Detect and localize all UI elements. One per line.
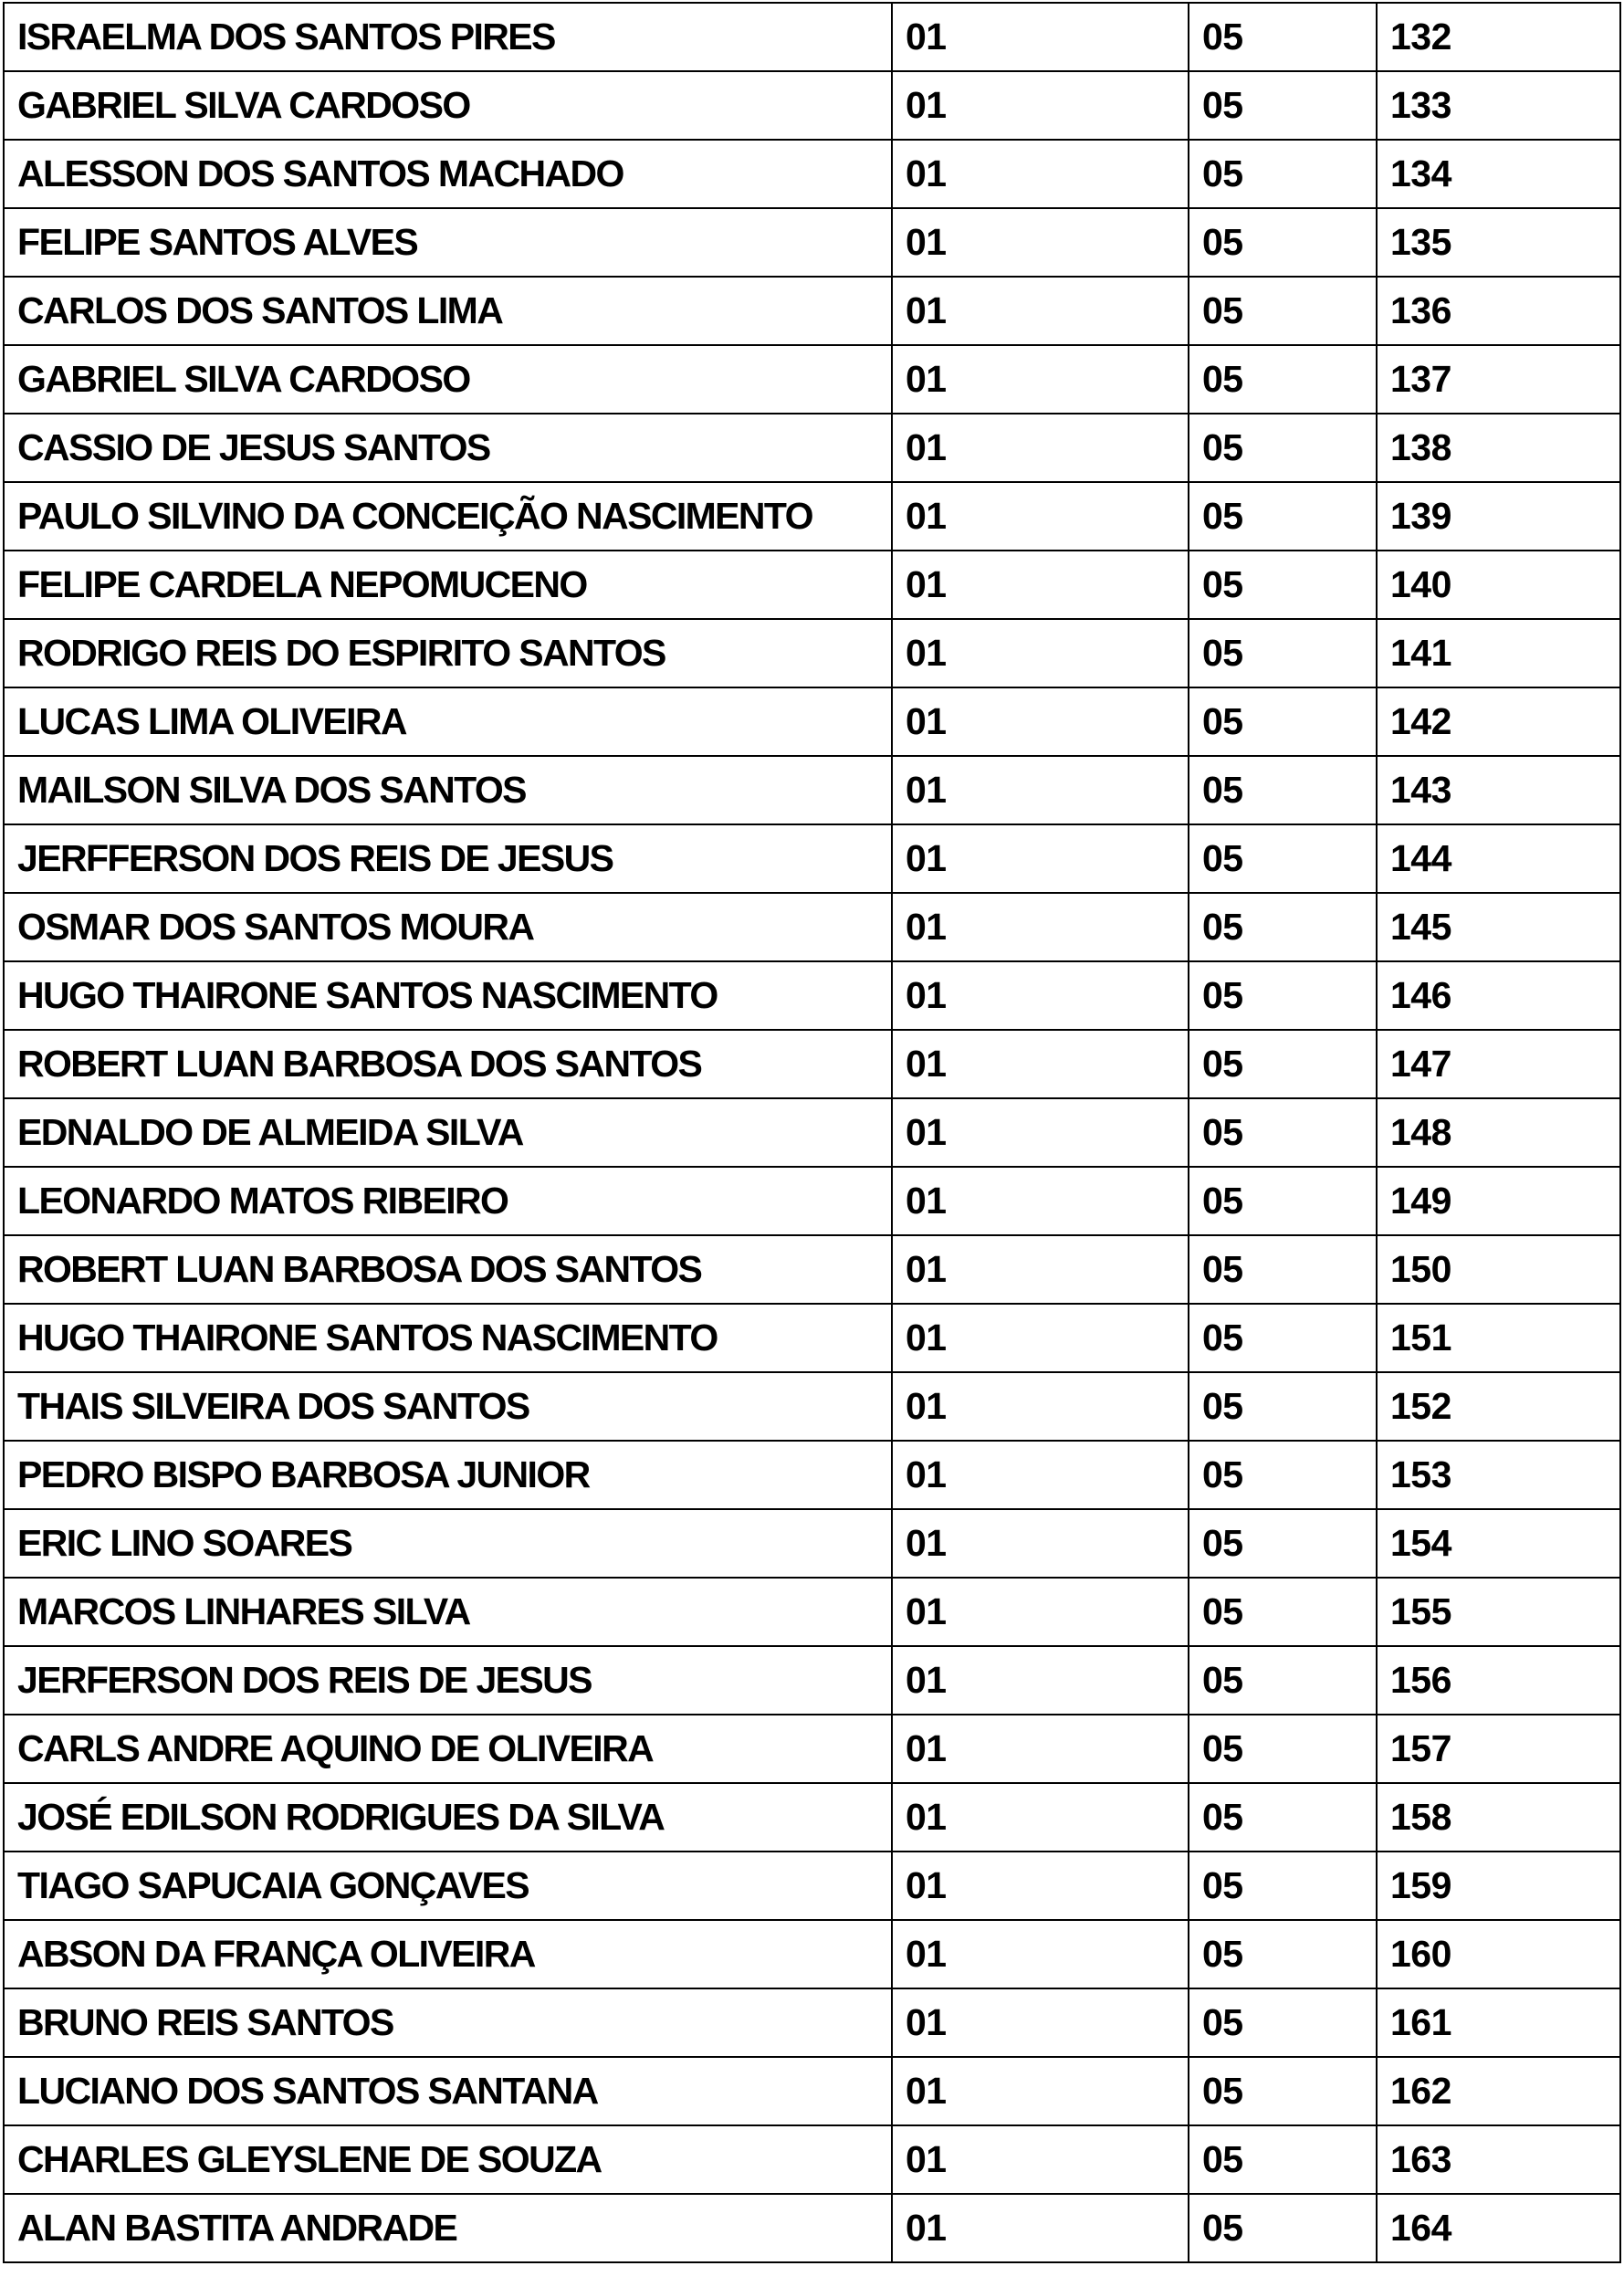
name-cell: JERFERSON DOS REIS DE JESUS [4,1646,892,1715]
column-3-cell: 05 [1189,2125,1377,2194]
name-cell: LUCAS LIMA OLIVEIRA [4,687,892,756]
column-4-cell: 150 [1377,1235,1620,1304]
column-2-cell: 01 [892,140,1189,208]
column-2-cell: 01 [892,756,1189,824]
column-4-cell: 143 [1377,756,1620,824]
name-cell: ISRAELMA DOS SANTOS PIRES [4,3,892,71]
column-3-cell: 05 [1189,1988,1377,2057]
name-cell: PAULO SILVINO DA CONCEIÇÃO NASCIMENTO [4,482,892,551]
column-2-cell: 01 [892,2194,1189,2262]
table-row [4,1098,1620,1167]
table-row [4,208,1620,277]
column-3-cell: 05 [1189,1030,1377,1098]
table-row [4,2194,1620,2262]
column-4-cell: 164 [1377,2194,1620,2262]
name-cell: FELIPE CARDELA NEPOMUCENO [4,551,892,619]
column-3-cell: 05 [1189,1920,1377,1988]
column-4-cell: 139 [1377,482,1620,551]
column-4-cell: 157 [1377,1715,1620,1783]
name-cell: MAILSON SILVA DOS SANTOS [4,756,892,824]
table-row [4,1988,1620,2057]
column-2-cell: 01 [892,1715,1189,1783]
name-cell: BRUNO REIS SANTOS [4,1988,892,2057]
table-row [4,1030,1620,1098]
column-4-cell: 155 [1377,1578,1620,1646]
column-2-cell: 01 [892,1304,1189,1372]
column-4-cell: 163 [1377,2125,1620,2194]
table-row [4,277,1620,345]
column-2-cell: 01 [892,1988,1189,2057]
name-cell: ROBERT LUAN BARBOSA DOS SANTOS [4,1030,892,1098]
column-2-cell: 01 [892,1441,1189,1509]
name-cell: MARCOS LINHARES SILVA [4,1578,892,1646]
column-3-cell: 05 [1189,2057,1377,2125]
name-cell: RODRIGO REIS DO ESPIRITO SANTOS [4,619,892,687]
column-3-cell: 05 [1189,824,1377,893]
name-cell: EDNALDO DE ALMEIDA SILVA [4,1098,892,1167]
column-3-cell: 05 [1189,1783,1377,1852]
table-row [4,1167,1620,1235]
column-2-cell: 01 [892,1167,1189,1235]
column-3-cell: 05 [1189,1578,1377,1646]
column-2-cell: 01 [892,619,1189,687]
column-4-cell: 153 [1377,1441,1620,1509]
column-3-cell: 05 [1189,1441,1377,1509]
name-cell: JOSÉ EDILSON RODRIGUES DA SILVA [4,1783,892,1852]
table-row [4,824,1620,893]
name-cell: OSMAR DOS SANTOS MOURA [4,893,892,961]
column-3-cell: 05 [1189,414,1377,482]
column-2-cell: 01 [892,551,1189,619]
table-row [4,2125,1620,2194]
column-2-cell: 01 [892,1372,1189,1441]
column-2-cell: 01 [892,893,1189,961]
column-4-cell: 147 [1377,1030,1620,1098]
column-4-cell: 141 [1377,619,1620,687]
column-2-cell: 01 [892,1646,1189,1715]
column-2-cell: 01 [892,1509,1189,1578]
column-3-cell: 05 [1189,1715,1377,1783]
column-3-cell: 05 [1189,1509,1377,1578]
column-4-cell: 156 [1377,1646,1620,1715]
roster-table [3,2,1621,2263]
column-4-cell: 135 [1377,208,1620,277]
column-4-cell: 162 [1377,2057,1620,2125]
column-2-cell: 01 [892,482,1189,551]
column-4-cell: 152 [1377,1372,1620,1441]
table-row [4,961,1620,1030]
column-2-cell: 01 [892,1235,1189,1304]
table-row [4,1920,1620,1988]
name-cell: ABSON DA FRANÇA OLIVEIRA [4,1920,892,1988]
column-2-cell: 01 [892,3,1189,71]
table-row [4,893,1620,961]
column-2-cell: 01 [892,345,1189,414]
column-3-cell: 05 [1189,1098,1377,1167]
table-row [4,482,1620,551]
name-cell: CHARLES GLEYSLENE DE SOUZA [4,2125,892,2194]
column-2-cell: 01 [892,277,1189,345]
roster-table-body [4,3,1620,2262]
table-row [4,1783,1620,1852]
table-row [4,1715,1620,1783]
name-cell: CARLOS DOS SANTOS LIMA [4,277,892,345]
name-cell: ALESSON DOS SANTOS MACHADO [4,140,892,208]
column-3-cell: 05 [1189,482,1377,551]
column-3-cell: 05 [1189,2194,1377,2262]
column-2-cell: 01 [892,71,1189,140]
column-3-cell: 05 [1189,277,1377,345]
name-cell: GABRIEL SILVA CARDOSO [4,71,892,140]
column-2-cell: 01 [892,961,1189,1030]
column-2-cell: 01 [892,2057,1189,2125]
column-4-cell: 134 [1377,140,1620,208]
table-row [4,414,1620,482]
table-row [4,687,1620,756]
column-2-cell: 01 [892,2125,1189,2194]
column-2-cell: 01 [892,824,1189,893]
table-row [4,2057,1620,2125]
column-4-cell: 145 [1377,893,1620,961]
column-3-cell: 05 [1189,1235,1377,1304]
column-4-cell: 148 [1377,1098,1620,1167]
column-4-cell: 154 [1377,1509,1620,1578]
column-4-cell: 138 [1377,414,1620,482]
column-4-cell: 133 [1377,71,1620,140]
table-row [4,1509,1620,1578]
name-cell: LEONARDO MATOS RIBEIRO [4,1167,892,1235]
column-4-cell: 149 [1377,1167,1620,1235]
column-3-cell: 05 [1189,1852,1377,1920]
column-2-cell: 01 [892,1783,1189,1852]
name-cell: CASSIO DE JESUS SANTOS [4,414,892,482]
column-3-cell: 05 [1189,345,1377,414]
column-4-cell: 132 [1377,3,1620,71]
column-3-cell: 05 [1189,1372,1377,1441]
name-cell: ERIC LINO SOARES [4,1509,892,1578]
column-4-cell: 158 [1377,1783,1620,1852]
column-4-cell: 142 [1377,687,1620,756]
name-cell: PEDRO BISPO BARBOSA JUNIOR [4,1441,892,1509]
table-row [4,619,1620,687]
name-cell: CARLS ANDRE AQUINO DE OLIVEIRA [4,1715,892,1783]
column-4-cell: 137 [1377,345,1620,414]
name-cell: JERFFERSON DOS REIS DE JESUS [4,824,892,893]
column-3-cell: 05 [1189,893,1377,961]
column-2-cell: 01 [892,208,1189,277]
table-row [4,551,1620,619]
table-row [4,1578,1620,1646]
column-3-cell: 05 [1189,1304,1377,1372]
name-cell: ROBERT LUAN BARBOSA DOS SANTOS [4,1235,892,1304]
column-3-cell: 05 [1189,1167,1377,1235]
column-2-cell: 01 [892,1920,1189,1988]
table-row [4,1852,1620,1920]
column-4-cell: 159 [1377,1852,1620,1920]
column-3-cell: 05 [1189,1646,1377,1715]
name-cell: ALAN BASTITA ANDRADE [4,2194,892,2262]
column-4-cell: 161 [1377,1988,1620,2057]
column-2-cell: 01 [892,1030,1189,1098]
table-row [4,71,1620,140]
column-3-cell: 05 [1189,687,1377,756]
column-2-cell: 01 [892,414,1189,482]
table-row [4,756,1620,824]
column-2-cell: 01 [892,687,1189,756]
name-cell: TIAGO SAPUCAIA GONÇAVES [4,1852,892,1920]
column-3-cell: 05 [1189,3,1377,71]
name-cell: HUGO THAIRONE SANTOS NASCIMENTO [4,961,892,1030]
column-3-cell: 05 [1189,551,1377,619]
column-4-cell: 146 [1377,961,1620,1030]
table-row [4,1372,1620,1441]
column-3-cell: 05 [1189,140,1377,208]
column-3-cell: 05 [1189,961,1377,1030]
name-cell: FELIPE SANTOS ALVES [4,208,892,277]
name-cell: LUCIANO DOS SANTOS SANTANA [4,2057,892,2125]
column-4-cell: 151 [1377,1304,1620,1372]
table-row [4,1441,1620,1509]
table-row [4,345,1620,414]
column-2-cell: 01 [892,1852,1189,1920]
name-cell: THAIS SILVEIRA DOS SANTOS [4,1372,892,1441]
column-3-cell: 05 [1189,756,1377,824]
name-cell: HUGO THAIRONE SANTOS NASCIMENTO [4,1304,892,1372]
table-row [4,1235,1620,1304]
column-4-cell: 160 [1377,1920,1620,1988]
column-3-cell: 05 [1189,71,1377,140]
table-row [4,140,1620,208]
column-4-cell: 140 [1377,551,1620,619]
column-3-cell: 05 [1189,208,1377,277]
column-4-cell: 144 [1377,824,1620,893]
table-row [4,1304,1620,1372]
name-cell: GABRIEL SILVA CARDOSO [4,345,892,414]
table-row [4,1646,1620,1715]
column-3-cell: 05 [1189,619,1377,687]
table-row [4,3,1620,71]
column-2-cell: 01 [892,1098,1189,1167]
column-2-cell: 01 [892,1578,1189,1646]
column-4-cell: 136 [1377,277,1620,345]
